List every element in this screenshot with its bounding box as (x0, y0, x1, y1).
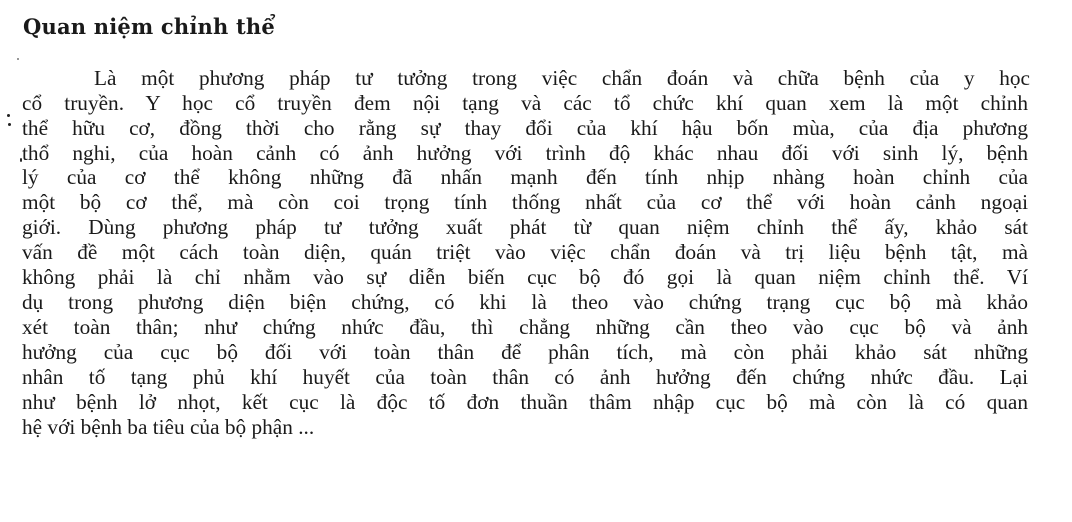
scan-speck (8, 123, 11, 126)
text-line: Là một phương pháp tư tưởng trong việc chẩn đoán và chữa bệnh của y học (94, 66, 1030, 90)
text-line: hệ với bệnh ba tiêu của bộ phận ... (22, 415, 315, 439)
section-heading: Quan niệm chỉnh thể (23, 14, 275, 39)
text-line: thổ nghi, của hoàn cảnh có ảnh hưởng với trình độ khác nhau đối với sinh lý, bệnh (22, 141, 1028, 165)
text-line: dụ trong phương diện biện chứng, có khi là theo vào chứng trạng cục bộ mà khảo (22, 290, 1028, 314)
scan-speck (20, 158, 22, 162)
text-line: lý của cơ thể không những đã nhấn mạnh đến tính nhịp nhàng hoàn chỉnh của (22, 165, 1028, 189)
text-line: vấn đề một cách toàn diện, quán triệt vào việc chẩn đoán và trị liệu bệnh tật, mà (22, 240, 1028, 264)
text-line: xét toàn thân; như chứng nhức đầu, thì chẳng những cần theo vào cục bộ và ảnh (22, 315, 1028, 339)
text-line: một bộ cơ thể, mà còn coi trọng tính thống nhất của cơ thể với hoàn cảnh ngoại (22, 190, 1028, 214)
text-line: giới. Dùng phương pháp tư tưởng xuất phát từ quan niệm chỉnh thể ấy, khảo sát (22, 215, 1028, 239)
text-line: thể hữu cơ, đồng thời cho rằng sự thay đổi của khí hậu bốn mùa, của địa phương (22, 116, 1028, 140)
text-line: hưởng của cục bộ đối với toàn thân để phân tích, mà còn phải khảo sát những (22, 340, 1028, 364)
text-line: nhân tố tạng phủ khí huyết của toàn thân có ảnh hưởng đến chứng nhức đầu. Lại (22, 365, 1028, 389)
text-line: như bệnh lở nhọt, kết cục là độc tố đơn thuần thâm nhập cục bộ mà còn là có quan (22, 390, 1028, 414)
text-line: cổ truyền. Y học cổ truyền đem nội tạng và các tổ chức khí quan xem là một chỉnh (22, 91, 1028, 115)
text-line: không phải là chỉ nhằm vào sự diễn biến cục bộ đó gọi là quan niệm chỉnh thể. Ví (22, 265, 1028, 289)
scan-speck (7, 114, 10, 117)
scan-speck (17, 58, 19, 60)
